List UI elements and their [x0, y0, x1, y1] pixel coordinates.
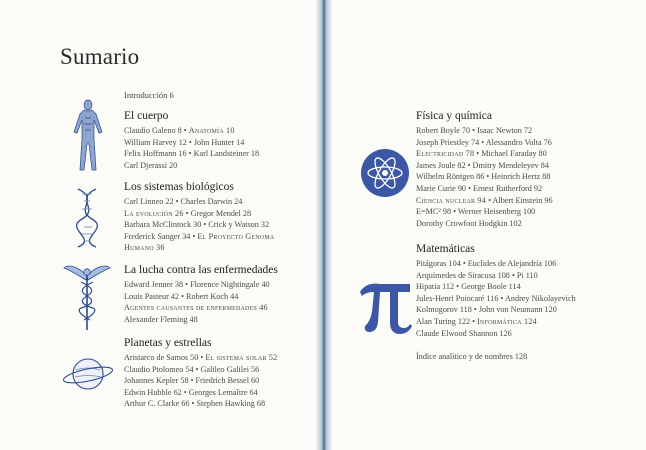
toc-entry-topic: El sistema solar 52 — [205, 353, 278, 362]
toc-entry-topic: Informática 124 — [477, 316, 537, 326]
toc-entry[interactable] — [416, 195, 553, 207]
toc-entry[interactable] — [416, 304, 576, 316]
toc-entry-text: William Harvey 12 • John Hunter 14 — [124, 137, 245, 147]
toc-entry[interactable] — [124, 231, 274, 243]
toc-entry-text: Carl Linneo 22 • Charles Darwin 24 — [124, 197, 243, 206]
pi-symbol-icon — [356, 278, 414, 334]
index-entry[interactable]: Índice analítico y de nombres 128 — [416, 352, 528, 361]
toc-entry[interactable] — [416, 125, 553, 137]
toc-entry-text: Louis Pasteur 42 • Robert Koch 44 — [124, 291, 239, 301]
section-heading: Planetas y estrellas — [124, 337, 212, 349]
section-planetas — [124, 337, 277, 410]
toc-entry[interactable] — [416, 183, 553, 195]
toc-entry-text: E=MC² 98 • Werner Heisenberg 100 — [416, 207, 536, 217]
toc-entry[interactable] — [124, 137, 259, 149]
toc-entry[interactable] — [416, 206, 553, 218]
toc-entry[interactable] — [416, 160, 553, 172]
toc-entry[interactable] — [124, 242, 274, 254]
toc-entry-text: • Michael Faraday 80 — [474, 149, 547, 159]
toc-entry[interactable] — [124, 208, 274, 220]
toc-entry-text: Pitágoras 104 • Euclides de Alejandría 106 — [416, 259, 557, 268]
toc-entry[interactable] — [416, 171, 553, 183]
toc-entry-topic: Humano 36 — [124, 243, 165, 253]
section-fisica-quimica — [416, 110, 553, 229]
toc-entry-text: Alan Turing 122 • — [416, 316, 478, 326]
section-el-cuerpo — [124, 110, 259, 171]
section-heading: Matemáticas — [416, 243, 475, 255]
section-heading: La lucha contra las enfermedades — [124, 264, 278, 276]
toc-entry-text: Wilhelm Röntgen 86 • Heinrich Hertz 88 — [416, 172, 551, 182]
toc-entry[interactable] — [416, 328, 576, 340]
toc-entry-topic: Agentes causantes de enfermedades 46 — [124, 303, 268, 313]
toc-entry[interactable] — [124, 302, 278, 314]
toc-entry[interactable] — [416, 316, 576, 328]
toc-entry-topic: Ciencia nuclear 94 — [416, 195, 487, 205]
toc-entry[interactable] — [124, 387, 277, 399]
toc-entry-topic: La evolución 26 — [124, 208, 184, 218]
toc-entry[interactable] — [416, 281, 576, 293]
toc-entry[interactable] — [124, 398, 277, 410]
ringed-planet-icon — [62, 344, 114, 404]
toc-entry[interactable] — [124, 125, 259, 137]
section-heading: El cuerpo — [124, 110, 169, 122]
section-heading: Física y química — [416, 110, 493, 122]
toc-entry-text: Jules-Henri Poincaré 116 • Andrey Nikolayevich — [416, 293, 576, 303]
dna-helix-icon — [70, 187, 106, 249]
toc-entry-text: Arquímedes de Siracusa 108 • Pi 110 — [416, 270, 538, 280]
toc-entry-text: • Gregor Mendel 28 — [183, 208, 252, 218]
toc-entry-text: Alexander Fleming 48 — [124, 314, 198, 324]
toc-entry-text: Joseph Priestley 74 • Alessandro Volta 76 — [416, 137, 552, 147]
toc-entry-text: Marie Curie 90 • Ernest Rutherford 92 — [416, 183, 543, 193]
intro-entry[interactable]: Introducción 6 — [124, 90, 174, 100]
toc-entry[interactable] — [416, 293, 576, 305]
toc-entry[interactable] — [416, 137, 553, 149]
section-sistemas-biologicos — [124, 181, 274, 254]
toc-entry[interactable] — [124, 160, 259, 172]
toc-entry[interactable] — [124, 196, 274, 208]
toc-entry-text: Edward Jenner 38 • Florence Nightingale 40 — [124, 280, 270, 289]
toc-entry[interactable] — [124, 364, 277, 376]
toc-entry[interactable] — [416, 270, 576, 282]
toc-entry[interactable] — [124, 291, 278, 303]
book-gutter — [316, 0, 332, 450]
toc-entry[interactable] — [124, 314, 278, 326]
toc-entry-text: Frederick Sanger 34 • — [124, 231, 198, 241]
caduceus-icon — [62, 262, 112, 332]
section-enfermedades — [124, 264, 278, 325]
toc-entry[interactable] — [124, 148, 259, 160]
toc-entry[interactable] — [416, 218, 553, 230]
toc-entry-text: Dorothy Crowfoot Hodgkin 102 — [416, 218, 522, 228]
toc-entry-text: Hipatia 112 • George Boole 114 — [416, 282, 521, 292]
toc-entry-text: Claude Elwood Shannon 126 — [416, 328, 512, 338]
toc-entry-text: Felix Hoffmann 16 • Karl Landsteiner 18 — [124, 149, 260, 159]
toc-entry-text: • Albert Einstein 96 — [486, 195, 553, 205]
toc-entry-text: James Joule 82 • Dmitry Mendeleyev 84 — [416, 160, 549, 170]
toc-entry-text: Johannes Kepler 58 • Friedrich Bessel 60 — [124, 376, 260, 386]
toc-entry[interactable] — [124, 279, 278, 291]
toc-entry[interactable] — [124, 352, 277, 364]
atom-icon — [360, 148, 410, 198]
toc-entry-text: Barbara McClintock 30 • Crick y Watson 32 — [124, 220, 270, 230]
toc-entry-text: Aristarco de Samos 50 • — [124, 353, 206, 362]
toc-entry-topic: El Proyecto Genoma — [197, 231, 275, 241]
toc-entry-text: Kolmogorov 118 • John von Neumann 120 — [416, 305, 557, 315]
section-heading: Los sistemas biológicos — [124, 181, 234, 193]
toc-entry[interactable] — [124, 375, 277, 387]
toc-entry[interactable] — [124, 219, 274, 231]
page-title: Sumario — [60, 44, 140, 69]
anatomy-figure-icon — [66, 98, 110, 174]
toc-entry-text: Claudio Ptolomeo 54 • Galileo Galilei 56 — [124, 364, 260, 374]
toc-entry[interactable] — [416, 148, 553, 160]
toc-entry-text: Carl Djerassi 20 — [124, 160, 178, 170]
toc-entry-text: Robert Boyle 70 • Isaac Newton 72 — [416, 126, 533, 135]
section-matematicas — [416, 243, 576, 339]
toc-entry[interactable] — [416, 258, 576, 270]
toc-entry-topic: Electricidad 78 — [416, 149, 475, 159]
toc-entry-text: Edwin Hubble 62 • Georges Lemaître 64 — [124, 387, 258, 397]
toc-entry-topic: Anatomía 10 — [188, 126, 235, 135]
toc-entry-text: Arthur C. Clarke 66 • Stephen Hawking 68 — [124, 399, 266, 409]
toc-entry-text: Claudio Galeno 8 • — [124, 126, 189, 135]
